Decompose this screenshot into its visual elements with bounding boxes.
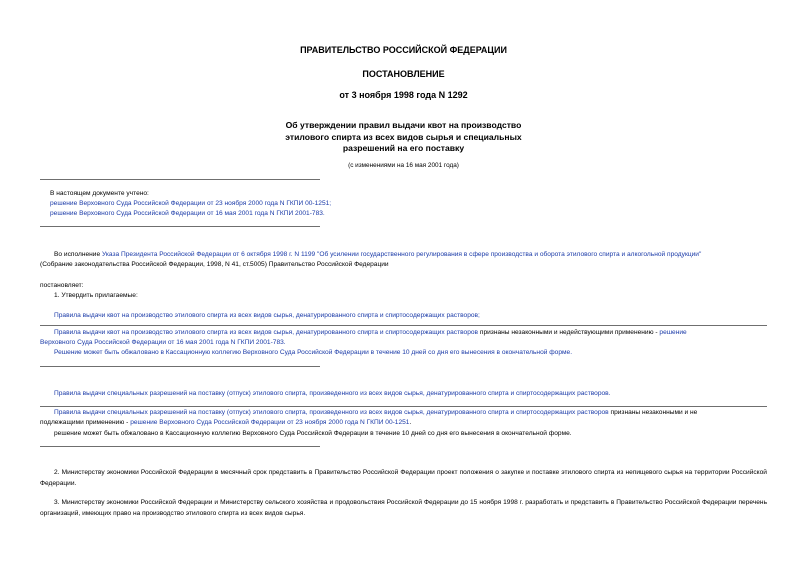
permit-rules-link[interactable]: Правила выдачи специальных разрешений на поставку (отпуск) этилового спирта, произведенного из всех видов сырья, денатурированного спирта и спиртосодержащих растворов. xyxy=(54,390,611,397)
quota-rules-link[interactable]: Правила выдачи квот на производство этилового спирта из всех видов сырья, денатурированного спирта и спиртосодержащих растворов; xyxy=(54,312,480,319)
quota-rules-appeal-note: Решение может быть обжаловано в Кассационную коллегию Верховного Суда Российской Федерации в течение 10 дней со дня его вынесения в окончательной форме. xyxy=(54,349,573,356)
preamble-line-2: (Собрание законодательства Российской Федерации, 1998, N 41, ст.5005) Правительство Российской Федерации xyxy=(40,261,389,268)
permit-rules-appeal-note: решение может быть обжаловано в Кассационную коллегию Верховного Суда Российской Федерации в течение 10 дней со дня его вынесения в окончательной форме. xyxy=(54,430,572,437)
item-3-text: 3. Министерству экономики Российской Федерации и Министерству сельского хозяйства и продовольствия Российской Федерации до 15 ноября 1998 г. разработать и представить в Правительство Российской Федерации перечень организаций, имеющих право на производство этилового спирта из всех видов сырья. xyxy=(40,499,767,517)
presidential-decree-link[interactable]: Указа Президента Российской Федерации от 6 октября 1998 г. N 1199 "Об усилении государственного регулирования в сфере производства и оборота этилового спирта и алкогольной продукции" xyxy=(101,251,702,258)
amendments-note: (с изменениями на 16 мая 2001 года) xyxy=(348,162,459,169)
title-line-2: этилового спирта из всех видов сырья и специальных xyxy=(285,131,522,142)
title-line-1: Об утверждении правил выдачи квот на производство xyxy=(285,120,522,130)
item-2-text: 2. Министерству экономики Российской Федерации в месячный срок представить в Правительство Российской Федерации проект положения о закупке и поставке этилового спирта из непищевого сырья на территории Российской Федерации. xyxy=(40,469,767,487)
divider xyxy=(40,366,320,367)
document-type-heading: ПОСТАНОВЛЕНИЕ xyxy=(362,69,445,79)
permit-rules-note-line-1 xyxy=(54,408,697,419)
date-number-heading: от 3 ноября 1998 года N 1292 xyxy=(339,90,468,100)
quota-rules-note-mid: признаны незаконными и недействующими применению - xyxy=(478,329,660,336)
permit-rules-note-link[interactable]: Правила выдачи специальных разрешений на поставку (отпуск) этилового спирта, произведенного из всех видов сырья, денатурированного спирта и спиртосодержащих растворов xyxy=(54,409,609,416)
quota-rules-decision-link-cont[interactable]: Верховного Суда Российской Федерации от 16 мая 2001 года N ГКПИ 2001-783. xyxy=(40,339,286,346)
quota-rules-note-link[interactable]: Правила выдачи квот на производство этилового спирта из всех видов сырья, денатурированного спирта и спиртосодержащих растворов xyxy=(54,329,479,336)
permit-rules-note-line-2 xyxy=(40,418,411,429)
divider xyxy=(40,406,767,407)
divider xyxy=(40,446,320,447)
court-decision-link-2000[interactable]: решение Верховного Суда Российской Федерации от 23 ноября 2000 года N ГКПИ 00-1251; xyxy=(50,200,332,207)
quota-rules-note-line-1 xyxy=(54,328,687,339)
divider xyxy=(40,226,320,227)
postanovlyaet-text: постановляет: xyxy=(40,282,84,289)
note-intro: В настоящем документе учтено: xyxy=(50,190,149,197)
permit-rules-decision-link[interactable]: решение Верховного Суда Российской Федерации от 23 ноября 2000 года N ГКПИ 00-1251 xyxy=(130,419,410,426)
divider xyxy=(40,325,767,326)
item-1-text: 1. Утвердить прилагаемые: xyxy=(54,292,138,299)
title-line-3: разрешений на его поставку xyxy=(342,143,465,153)
government-heading: ПРАВИТЕЛЬСТВО РОССИЙСКОЙ ФЕДЕРАЦИИ xyxy=(300,45,507,55)
divider xyxy=(40,179,320,180)
court-decision-link-2001[interactable]: решение Верховного Суда Российской Федерации от 16 мая 2001 года N ГКПИ 2001-783. xyxy=(50,210,325,217)
preamble-lead: Во исполнение xyxy=(54,251,102,258)
preamble-line-1 xyxy=(54,250,701,261)
quota-rules-decision-link[interactable]: решение xyxy=(659,329,687,336)
permit-rules-note-mid: признаны незаконными и не xyxy=(608,409,698,416)
permit-rules-note-line-2a: подлежащими применению - xyxy=(40,419,131,426)
permit-rules-note-line-2b: . xyxy=(409,419,412,426)
